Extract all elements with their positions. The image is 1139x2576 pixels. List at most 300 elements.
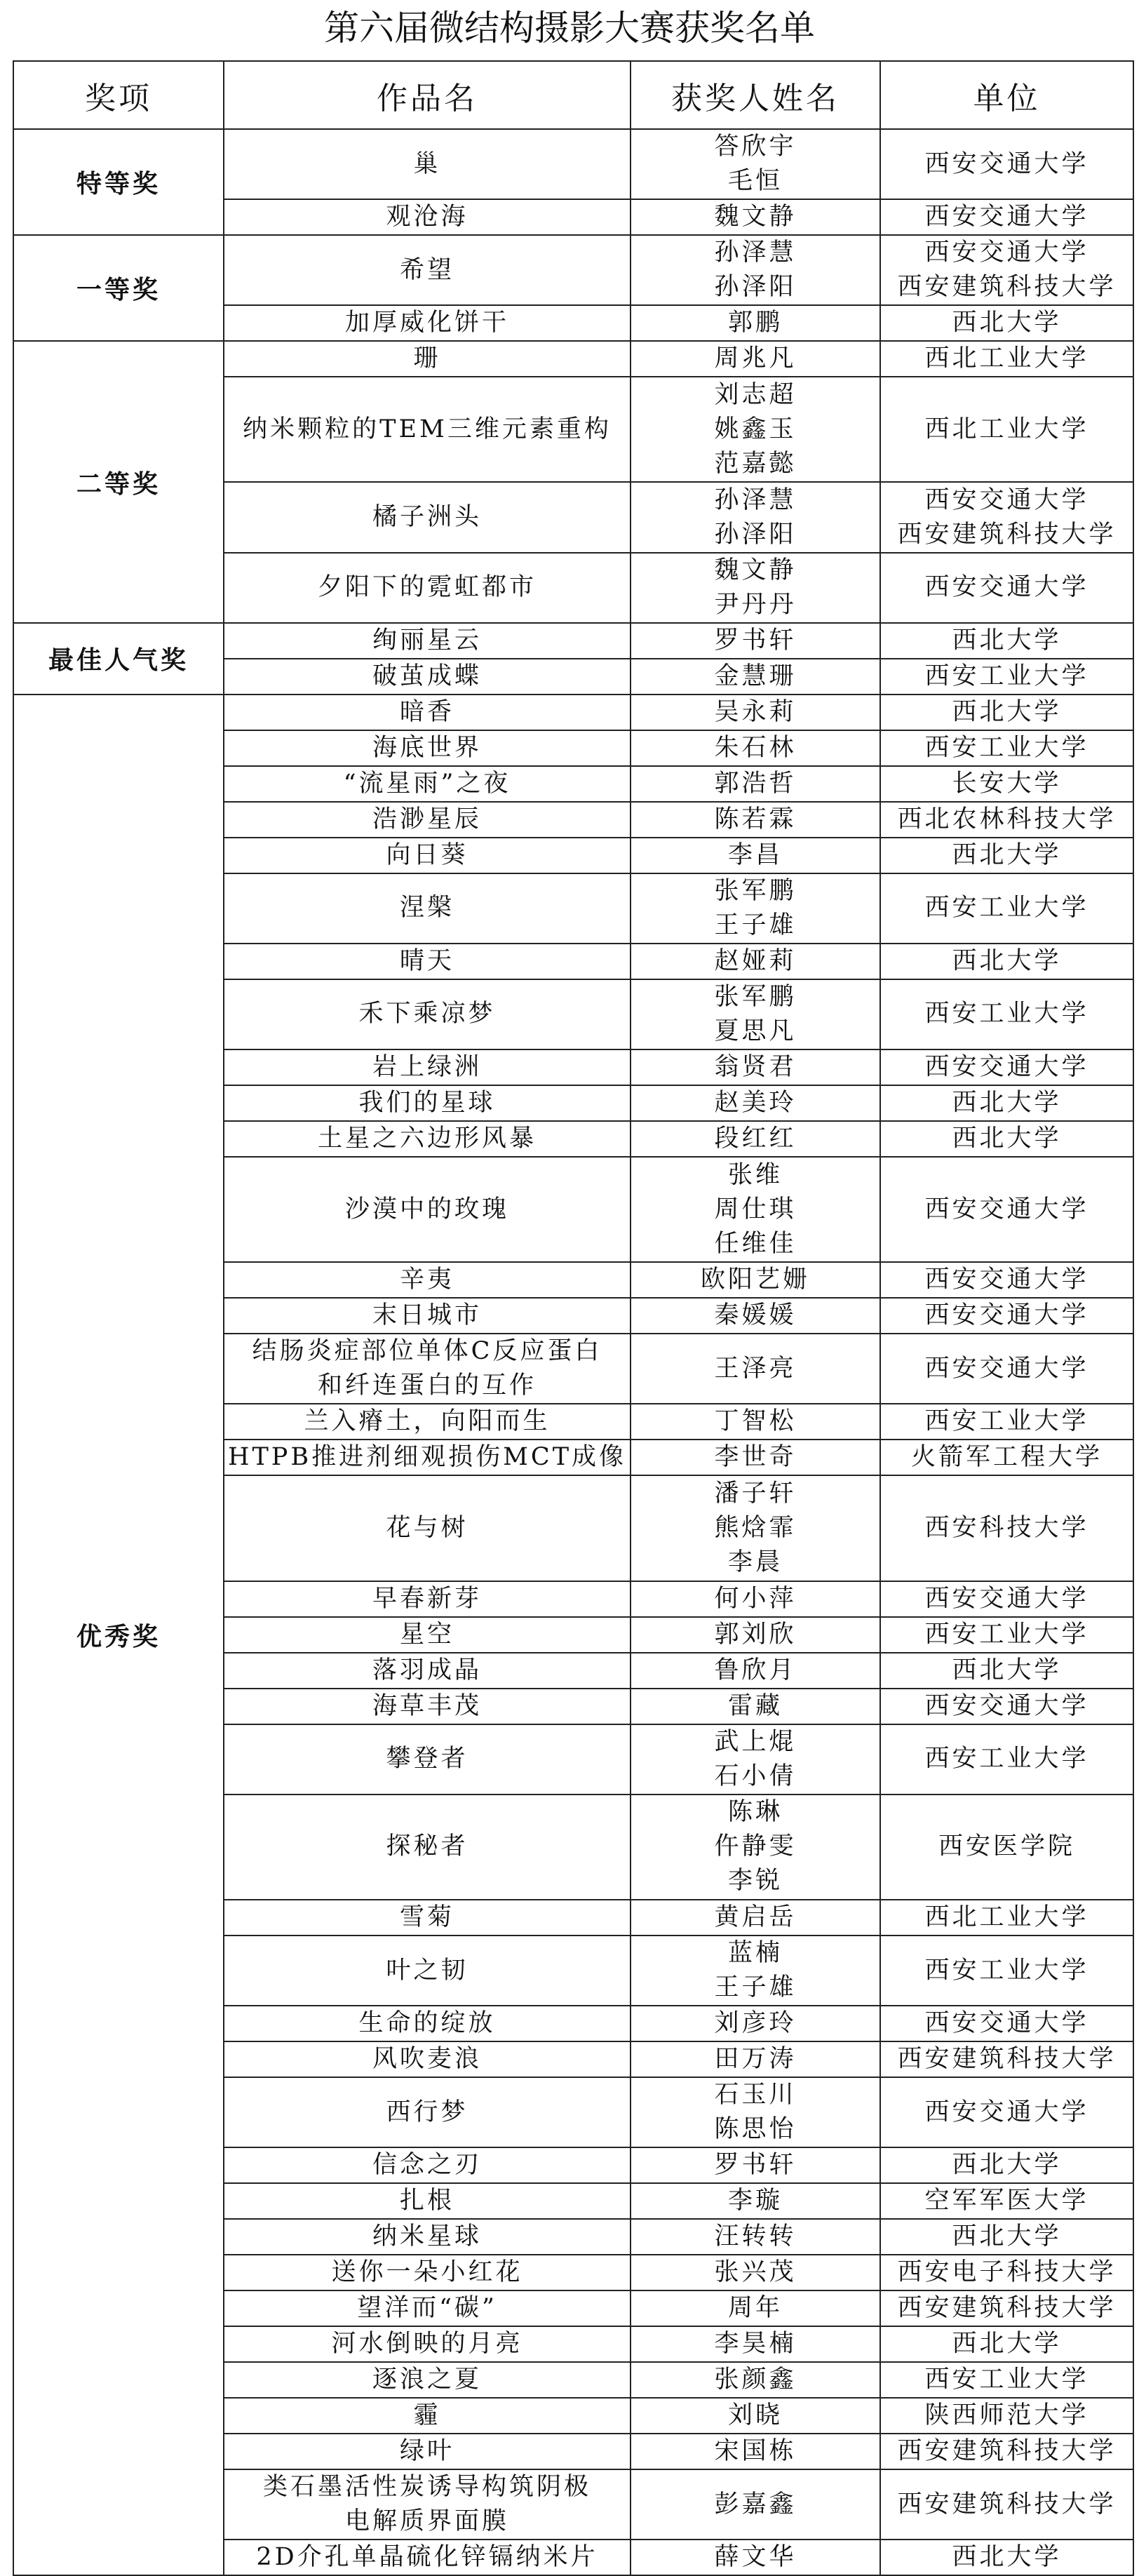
work-cell-line: 电解质界面膜: [344, 2507, 509, 2536]
unit-cell: [880, 1085, 1133, 1121]
names-cell: [631, 1157, 880, 1262]
names-cell: [631, 1581, 880, 1617]
names-cell-line: 武上焜: [714, 1727, 797, 1756]
award-table: [13, 60, 1134, 2576]
work-cell: [224, 1689, 631, 1724]
work-cell: [224, 1581, 631, 1617]
names-cell-line: 金慧珊: [714, 662, 797, 690]
names-cell-line: 张颜鑫: [714, 2366, 797, 2394]
names-cell: [631, 1440, 880, 1475]
unit-cell-line: 西北大学: [952, 2222, 1062, 2251]
unit-cell-line: 空军军医大学: [924, 2187, 1089, 2215]
names-cell: [631, 766, 880, 802]
header-unit: 单位: [880, 61, 1133, 129]
work-cell-line: 破茧成蝶: [372, 662, 482, 690]
work-cell: [224, 341, 631, 377]
work-cell: [224, 1121, 631, 1157]
unit-cell: [880, 305, 1133, 341]
unit-cell: [880, 873, 1133, 944]
unit-cell-line: 西安交通大学: [924, 149, 1089, 178]
names-cell-line: 丁智松: [714, 1407, 797, 1436]
header-award: 奖项: [13, 61, 224, 129]
names-cell-line: 毛恒: [727, 167, 783, 196]
unit-cell-line: 西安工业大学: [924, 662, 1089, 690]
work-cell: [224, 873, 631, 944]
work-cell-line: 辛夷: [399, 1266, 454, 1294]
work-cell-line: 晴天: [399, 946, 454, 975]
unit-cell-line: 西安交通大学: [924, 1053, 1089, 1082]
unit-cell: [880, 199, 1133, 235]
unit-cell: [880, 1653, 1133, 1689]
names-cell-line: 雷藏: [727, 1691, 783, 1720]
unit-cell: [880, 1157, 1133, 1262]
award-cell: 最佳人气奖: [13, 623, 224, 695]
unit-cell-line: 陕西师范大学: [924, 2401, 1089, 2430]
work-cell-line: 花与树: [386, 1513, 469, 1542]
unit-cell: [880, 341, 1133, 377]
names-cell-line: 朱石林: [714, 733, 797, 762]
work-cell-line: 土星之六边形风暴: [317, 1125, 537, 1153]
names-cell-line: 孙泽阳: [714, 273, 797, 302]
names-cell-line: 陈思怡: [714, 2115, 797, 2144]
names-cell: [631, 2362, 880, 2398]
names-cell-line: 李晨: [727, 1548, 783, 1576]
names-cell: [631, 2290, 880, 2326]
unit-cell: [880, 1475, 1133, 1581]
work-cell-line: 生命的绽放: [358, 2009, 496, 2038]
work-cell-line: 结肠炎症部位单体C反应蛋白: [252, 1337, 602, 1366]
names-cell: [631, 659, 880, 695]
names-cell-line: 尹丹丹: [714, 590, 797, 619]
work-cell: [224, 2147, 631, 2183]
work-cell-line: 禾下乘凉梦: [358, 1000, 496, 1028]
work-cell: [224, 1404, 631, 1440]
header-names: 获奖人姓名: [631, 61, 880, 129]
work-cell-line: 西行梦: [386, 2098, 469, 2126]
names-cell: [631, 2326, 880, 2362]
work-cell-line: 星空: [399, 1620, 454, 1649]
unit-cell: [880, 2219, 1133, 2255]
work-cell: [224, 1334, 631, 1404]
work-cell-line: 信念之刃: [372, 2151, 482, 2180]
unit-cell: [880, 730, 1133, 766]
names-cell: [631, 2219, 880, 2255]
names-cell: [631, 623, 880, 659]
work-cell: [224, 1298, 631, 1334]
work-cell: [224, 377, 631, 482]
work-cell: [224, 1617, 631, 1653]
work-cell-line: 我们的星球: [358, 1089, 496, 1118]
unit-cell: [880, 659, 1133, 695]
names-cell-line: 孙泽慧: [714, 485, 797, 514]
names-cell: [631, 2147, 880, 2183]
work-cell: [224, 199, 631, 235]
unit-cell: [880, 2077, 1133, 2147]
unit-cell: [880, 2041, 1133, 2077]
names-cell: [631, 2006, 880, 2041]
names-cell: [631, 802, 880, 838]
work-cell: [224, 2290, 631, 2326]
unit-cell: [880, 2362, 1133, 2398]
unit-cell: [880, 802, 1133, 838]
work-cell-line: 攀登者: [386, 1745, 469, 1773]
work-cell-line: 霾: [413, 2401, 441, 2430]
unit-cell-line: 西安交通大学: [924, 573, 1089, 602]
unit-cell-line: 长安大学: [952, 769, 1062, 798]
work-cell: [224, 2398, 631, 2434]
names-cell-line: 田万涛: [714, 2045, 797, 2074]
unit-cell-line: 西安建筑科技大学: [897, 2437, 1117, 2466]
unit-cell-line: 西北大学: [952, 626, 1062, 655]
names-cell: [631, 1617, 880, 1653]
unit-cell-line: 西北大学: [952, 309, 1062, 337]
names-cell: [631, 1404, 880, 1440]
unit-cell: [880, 553, 1133, 623]
award-cell: 特等奖: [13, 129, 224, 235]
names-cell: [631, 1262, 880, 1298]
work-cell: [224, 2362, 631, 2398]
unit-cell: [880, 129, 1133, 199]
work-cell: [224, 944, 631, 979]
names-cell-line: 彭嘉鑫: [714, 2490, 797, 2518]
names-cell-line: 何小萍: [714, 1584, 797, 1613]
unit-cell-line: 西安交通大学: [924, 1691, 1089, 1720]
work-cell-line: 探秘者: [386, 1832, 469, 1861]
names-cell: [631, 1900, 880, 1936]
unit-cell: [880, 1404, 1133, 1440]
unit-cell-line: 西北大学: [952, 1656, 1062, 1684]
work-cell-line: 兰入瘠土，向阳而生: [304, 1407, 551, 1436]
names-cell-line: 薛文华: [714, 2543, 797, 2572]
unit-cell: [880, 623, 1133, 659]
unit-cell-line: 西北农林科技大学: [897, 805, 1117, 833]
work-cell: [224, 2006, 631, 2041]
work-cell-line: 浩渺星辰: [372, 805, 482, 833]
table-body: [13, 129, 1133, 2575]
unit-cell-line: 西北工业大学: [924, 415, 1089, 443]
work-cell: [224, 1157, 631, 1262]
work-cell: [224, 1440, 631, 1475]
unit-cell: [880, 2398, 1133, 2434]
unit-cell-line: 西北大学: [952, 697, 1062, 726]
names-cell: [631, 979, 880, 1049]
names-cell-line: 段红红: [714, 1125, 797, 1153]
unit-cell: [880, 235, 1133, 305]
names-cell: [631, 2041, 880, 2077]
work-cell-line: 风吹麦浪: [372, 2045, 482, 2074]
work-cell-line: 巢: [413, 149, 441, 178]
names-cell: [631, 1653, 880, 1689]
names-cell: [631, 944, 880, 979]
work-cell: [224, 2183, 631, 2219]
names-cell-line: 孙泽慧: [714, 239, 797, 267]
unit-cell-line: 西安交通大学: [924, 2098, 1089, 2126]
unit-cell-line: 西安科技大学: [924, 1513, 1089, 1542]
names-cell-line: 周仕琪: [714, 1195, 797, 1223]
work-cell: [224, 2255, 631, 2290]
names-cell: [631, 1121, 880, 1157]
work-cell-line: “流星雨”之夜: [343, 769, 511, 798]
unit-cell: [880, 838, 1133, 873]
names-cell-line: 李昌: [727, 840, 783, 869]
work-cell-line: 涅槃: [399, 894, 454, 923]
names-cell: [631, 553, 880, 623]
unit-cell: [880, 1298, 1133, 1334]
work-cell-line: 观沧海: [386, 203, 469, 232]
work-cell: [224, 2434, 631, 2469]
work-cell: [224, 802, 631, 838]
unit-cell-line: 西安交通大学: [924, 1354, 1089, 1383]
names-cell-line: 鲁欣月: [714, 1656, 797, 1684]
unit-cell-line: 西安工业大学: [924, 1620, 1089, 1649]
work-cell-line: 岩上绿洲: [372, 1053, 482, 1082]
unit-cell-line: 西北工业大学: [924, 344, 1089, 373]
names-cell: [631, 305, 880, 341]
work-cell: [224, 2469, 631, 2540]
table-row: [13, 235, 1133, 305]
work-cell: [224, 659, 631, 695]
names-cell: [631, 129, 880, 199]
unit-cell: [880, 1795, 1133, 1900]
header-work: 作品名: [224, 61, 631, 129]
work-cell-line: 河水倒映的月亮: [331, 2330, 523, 2359]
names-cell: [631, 1298, 880, 1334]
unit-cell: [880, 979, 1133, 1049]
work-cell-line: 纳米星球: [372, 2222, 482, 2251]
names-cell-line: 陈琳: [727, 1798, 783, 1827]
names-cell-line: 孙泽阳: [714, 520, 797, 549]
unit-cell: [880, 695, 1133, 730]
work-cell: [224, 482, 631, 552]
work-cell-line: 落羽成晶: [372, 1656, 482, 1684]
unit-cell: [880, 1262, 1133, 1298]
names-cell: [631, 1795, 880, 1900]
unit-cell: [880, 2006, 1133, 2041]
work-cell-line: 向日葵: [386, 840, 469, 869]
names-cell-line: 刘彦玲: [714, 2009, 797, 2038]
unit-cell-line: 西安交通大学: [924, 2009, 1089, 2038]
work-cell-line: 送你一朵小红花: [331, 2258, 523, 2287]
work-cell-line: 橘子洲头: [372, 503, 482, 532]
award-cell: 一等奖: [13, 235, 224, 341]
unit-cell: [880, 1334, 1133, 1404]
names-cell-line: 李璇: [727, 2187, 783, 2215]
names-cell-line: 王子雄: [714, 1973, 797, 2001]
unit-cell-line: 西安建筑科技大学: [897, 273, 1117, 302]
names-cell: [631, 1936, 880, 2006]
names-cell-line: 蓝楠: [727, 1939, 783, 1967]
work-cell: [224, 1475, 631, 1581]
work-cell: [224, 766, 631, 802]
names-cell: [631, 1334, 880, 1404]
unit-cell-line: 西安建筑科技大学: [897, 2490, 1117, 2518]
names-cell-line: 郭浩哲: [714, 769, 797, 798]
unit-cell: [880, 2147, 1133, 2183]
unit-cell: [880, 1121, 1133, 1157]
unit-cell-line: 西安交通大学: [924, 203, 1089, 232]
names-cell-line: 答欣宇: [714, 133, 797, 161]
names-cell-line: 宋国栋: [714, 2437, 797, 2466]
names-cell-line: 李昊楠: [714, 2330, 797, 2359]
work-cell-line: 绚丽星云: [372, 626, 482, 655]
unit-cell: [880, 1049, 1133, 1085]
unit-cell-line: 西北大学: [952, 840, 1062, 869]
unit-cell-line: 西安建筑科技大学: [897, 520, 1117, 549]
work-cell: [224, 1724, 631, 1795]
unit-cell-line: 西安交通大学: [924, 1301, 1089, 1330]
names-cell-line: 陈若霖: [714, 805, 797, 833]
names-cell-line: 刘志超: [714, 380, 797, 409]
unit-cell-line: 西北大学: [952, 2330, 1062, 2359]
names-cell-line: 魏文静: [714, 556, 797, 584]
names-cell: [631, 1724, 880, 1795]
unit-cell-line: 西北大学: [952, 2543, 1062, 2572]
names-cell-line: 郭刘欣: [714, 1620, 797, 1649]
work-cell-line: 绿叶: [399, 2437, 454, 2466]
names-cell-line: 罗书轩: [714, 626, 797, 655]
work-cell: [224, 1049, 631, 1085]
names-cell-line: 黄启岳: [714, 1903, 797, 1931]
names-cell: [631, 838, 880, 873]
unit-cell: [880, 2326, 1133, 2362]
names-cell-line: 翁贤君: [714, 1053, 797, 1082]
names-cell: [631, 235, 880, 305]
names-cell: [631, 1689, 880, 1724]
work-cell: [224, 2077, 631, 2147]
work-cell: [224, 1653, 631, 1689]
names-cell-line: 秦媛媛: [714, 1301, 797, 1330]
names-cell-line: 范嘉懿: [714, 449, 797, 478]
names-cell-line: 周兆凡: [714, 344, 797, 373]
names-cell: [631, 2398, 880, 2434]
work-cell-line: 类石墨活性炭诱导构筑阴极: [262, 2473, 591, 2502]
names-cell-line: 姚鑫玉: [714, 415, 797, 443]
names-cell-line: 张维: [727, 1160, 783, 1189]
unit-cell-line: 西安交通大学: [924, 485, 1089, 514]
names-cell-line: 张兴茂: [714, 2258, 797, 2287]
names-cell-line: 赵娅莉: [714, 946, 797, 975]
table-row: [13, 623, 1133, 659]
work-cell-line: 纳米颗粒的TEM三维元素重构: [243, 415, 612, 443]
work-cell-line: 和纤连蛋白的互作: [317, 1371, 537, 1400]
unit-cell-line: 西安交通大学: [924, 239, 1089, 267]
names-cell-line: 王泽亮: [714, 1354, 797, 1383]
names-cell-line: 李锐: [727, 1867, 783, 1896]
names-cell-line: 汪转转: [714, 2222, 797, 2251]
work-cell-line: 早春新芽: [372, 1584, 482, 1613]
names-cell: [631, 695, 880, 730]
work-cell: [224, 623, 631, 659]
work-cell: [224, 730, 631, 766]
unit-cell-line: 西安电子科技大学: [897, 2258, 1117, 2287]
work-cell: [224, 1795, 631, 1900]
names-cell-line: 石玉川: [714, 2081, 797, 2109]
unit-cell-line: 西北大学: [952, 2151, 1062, 2180]
unit-cell: [880, 2255, 1133, 2290]
names-cell-line: 罗书轩: [714, 2151, 797, 2180]
names-cell-line: 刘晓: [727, 2401, 783, 2430]
header-row: [13, 61, 1133, 129]
work-cell-line: 末日城市: [372, 1301, 482, 1330]
names-cell-line: 欧阳艺姗: [700, 1266, 810, 1294]
names-cell-line: 熊焓霏: [714, 1513, 797, 1542]
work-cell-line: 希望: [399, 255, 454, 284]
names-cell: [631, 341, 880, 377]
names-cell-line: 张军鹏: [714, 982, 797, 1011]
names-cell: [631, 482, 880, 552]
work-cell-line: 海草丰茂: [372, 1691, 482, 1720]
names-cell: [631, 199, 880, 235]
unit-cell: [880, 1689, 1133, 1724]
award-cell: 优秀奖: [13, 695, 224, 2576]
work-cell: [224, 1262, 631, 1298]
work-cell-line: HTPB推进剂细观损伤MCT成像: [227, 1443, 627, 1472]
work-cell-line: 望洋而“碳”: [357, 2294, 497, 2323]
unit-cell-line: 西安建筑科技大学: [897, 2294, 1117, 2323]
work-cell: [224, 305, 631, 341]
unit-cell-line: 西安工业大学: [924, 1000, 1089, 1028]
work-cell-line: 珊: [413, 344, 441, 373]
names-cell-line: 吴永莉: [714, 697, 797, 726]
unit-cell-line: 西北大学: [952, 946, 1062, 975]
work-cell: [224, 553, 631, 623]
table-row: [13, 695, 1133, 730]
unit-cell-line: 西北大学: [952, 1089, 1062, 1118]
unit-cell-line: 西安工业大学: [924, 2366, 1089, 2394]
unit-cell: [880, 1900, 1133, 1936]
work-cell-line: 海底世界: [372, 733, 482, 762]
work-cell-line: 沙漠中的玫瑰: [344, 1195, 509, 1223]
names-cell: [631, 2077, 880, 2147]
names-cell: [631, 873, 880, 944]
names-cell: [631, 1049, 880, 1085]
unit-cell-line: 西安建筑科技大学: [897, 2045, 1117, 2074]
work-cell: [224, 2219, 631, 2255]
unit-cell-line: 西安工业大学: [924, 1956, 1089, 1985]
unit-cell: [880, 482, 1133, 552]
names-cell: [631, 377, 880, 482]
unit-cell-line: 西安交通大学: [924, 1584, 1089, 1613]
names-cell: [631, 2469, 880, 2540]
unit-cell-line: 西北工业大学: [924, 1903, 1089, 1931]
names-cell: [631, 730, 880, 766]
names-cell: [631, 2255, 880, 2290]
names-cell-line: 王子雄: [714, 911, 797, 939]
names-cell-line: 张军鹏: [714, 876, 797, 905]
unit-cell: [880, 944, 1133, 979]
work-cell-line: 夕阳下的霓虹都市: [317, 573, 537, 602]
work-cell-line: 暗香: [399, 697, 454, 726]
names-cell-line: 夏思凡: [714, 1017, 797, 1045]
unit-cell-line: 西安工业大学: [924, 894, 1089, 923]
names-cell-line: 李世奇: [714, 1443, 797, 1472]
work-cell-line: 2D介孔单晶硫化锌镉纳米片: [256, 2543, 598, 2572]
names-cell-line: 赵美玲: [714, 1089, 797, 1118]
unit-cell-line: 西北大学: [952, 1125, 1062, 1153]
names-cell-line: 周年: [727, 2294, 783, 2323]
names-cell-line: 仵静雯: [714, 1832, 797, 1861]
unit-cell: [880, 1724, 1133, 1795]
work-cell: [224, 2326, 631, 2362]
unit-cell: [880, 2290, 1133, 2326]
unit-cell: [880, 2469, 1133, 2540]
unit-cell: [880, 1936, 1133, 2006]
unit-cell-line: 西安医学院: [938, 1832, 1075, 1861]
names-cell-line: 郭鹏: [727, 309, 783, 337]
names-cell-line: 任维佳: [714, 1229, 797, 1258]
unit-cell: [880, 377, 1133, 482]
unit-cell-line: 西安工业大学: [924, 733, 1089, 762]
